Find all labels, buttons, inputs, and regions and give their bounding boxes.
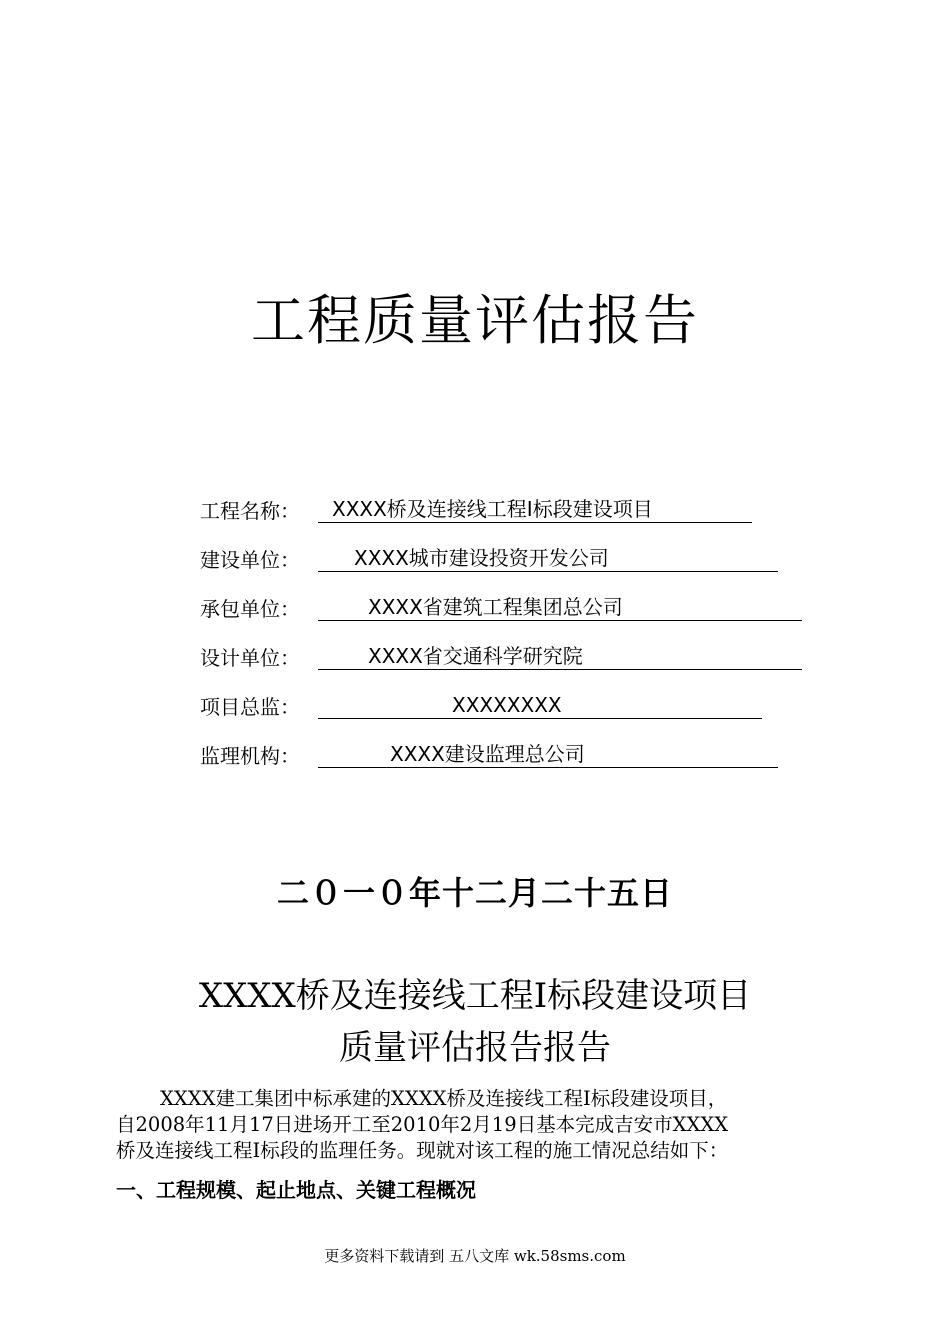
field-value: XXXX城市建设投资开发公司 [354, 546, 609, 570]
paragraph-line: XXXX建工集团中标承建的XXXX桥及连接线工程Ⅰ标段建设项目， [160, 1087, 728, 1110]
cover-title: 工程质量评估报告 [251, 289, 699, 352]
field-value-box [318, 643, 802, 670]
field-label: 设计单位： [200, 646, 300, 670]
field-value: XXXX省建筑工程集团总公司 [368, 595, 623, 619]
field-value-box [318, 692, 762, 719]
field-value-box [318, 741, 778, 768]
section-heading: 一、工程规模、起止地点、关键工程概况 [116, 1178, 476, 1202]
field-value: XXXX省交通科学研究院 [368, 644, 583, 668]
field-value-box [318, 496, 752, 523]
field-value: XXXX建设监理总公司 [390, 742, 585, 766]
field-label: 建设单位： [200, 548, 300, 572]
intro-paragraph [116, 1086, 874, 1164]
field-label: 承包单位： [200, 597, 300, 621]
paragraph-line: 自2008年11月17日进场开工至2010年2月19日基本完成吉安市XXXX [116, 1113, 729, 1136]
field-value: XXXX桥及连接线工程Ⅰ标段建设项目 [332, 497, 653, 521]
field-label: 工程名称： [200, 499, 300, 523]
field-value-box [318, 594, 802, 621]
report-title-line-2: 质量评估报告报告 [339, 1028, 611, 1068]
footer-download-note: 更多资料下载请到 五八文库 wk.58sms.com [324, 1247, 626, 1265]
report-title-line-1: XXXX桥及连接线工程Ⅰ标段建设项目 [198, 976, 752, 1016]
field-value: XXXXXXXX [452, 693, 562, 717]
field-value-box [318, 545, 778, 572]
field-label: 监理机构： [200, 744, 300, 768]
cover-date: 二０一０年十二月二十五日 [276, 874, 673, 912]
field-label: 项目总监： [200, 695, 300, 719]
paragraph-line: 桥及连接线工程Ⅰ标段的监理任务。现就对该工程的施工情况总结如下： [116, 1139, 729, 1162]
